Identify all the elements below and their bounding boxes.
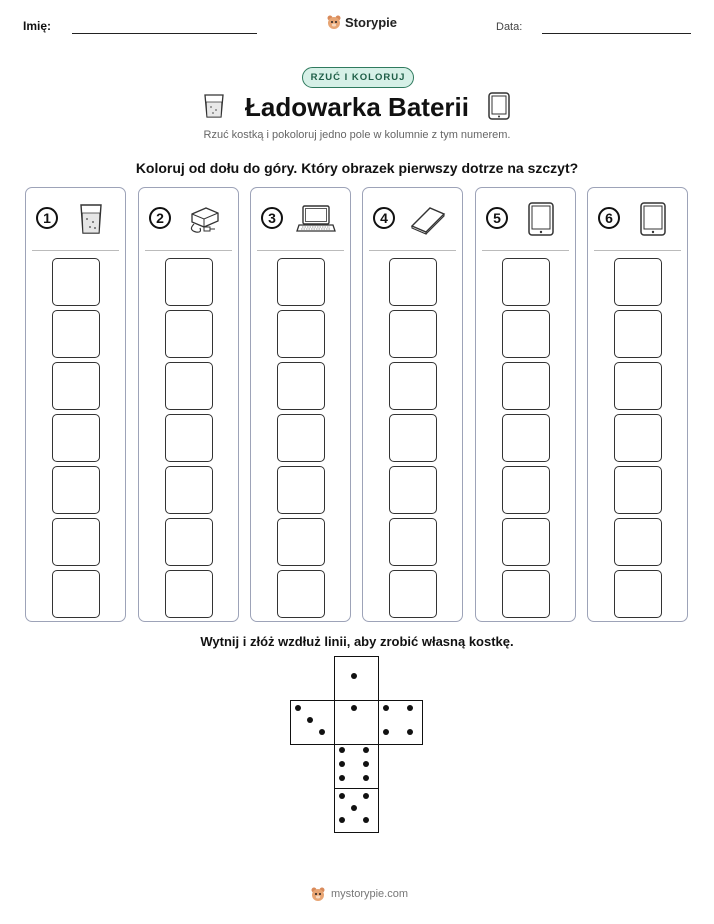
color-box[interactable] (277, 362, 325, 410)
logo-text: Storypie (345, 14, 398, 30)
color-box[interactable] (614, 310, 662, 358)
notebook-icon (408, 202, 448, 236)
subtitle: Rzuć kostką i pokoloruj jedno pole w kolumnie z tym numerem. (203, 129, 511, 141)
color-box[interactable] (277, 258, 325, 306)
color-box[interactable] (52, 570, 100, 618)
color-box[interactable] (52, 258, 100, 306)
column-divider (32, 250, 119, 251)
column-divider (257, 250, 344, 251)
die-face-3 (290, 700, 335, 745)
column-header (26, 188, 125, 250)
die-pip (363, 761, 369, 767)
color-box[interactable] (502, 414, 550, 462)
color-box[interactable] (52, 310, 100, 358)
die-face-5 (334, 788, 379, 833)
die-pip (319, 729, 325, 735)
column-6 (587, 187, 688, 622)
bear-icon (310, 886, 326, 902)
die-face-1 (334, 700, 379, 745)
die-pip (363, 775, 369, 781)
column-divider (594, 250, 681, 251)
color-box[interactable] (502, 466, 550, 514)
color-box[interactable] (389, 362, 437, 410)
footer (310, 886, 408, 902)
die-pip (307, 717, 313, 723)
color-box[interactable] (502, 570, 550, 618)
color-box[interactable] (165, 414, 213, 462)
color-box[interactable] (389, 518, 437, 566)
color-box[interactable] (52, 518, 100, 566)
die-pip (363, 793, 369, 799)
column-number: 6 (598, 207, 620, 229)
column-3 (250, 187, 351, 622)
color-box[interactable] (614, 466, 662, 514)
instruction: Koloruj od dołu do góry. Który obrazek pierwszy dotrze na szczyt? (135, 160, 579, 176)
column-header (251, 188, 350, 250)
color-box[interactable] (389, 466, 437, 514)
color-box[interactable] (165, 570, 213, 618)
activity-badge: RZUĆ I KOLORUJ (302, 67, 414, 88)
tablet-icon (521, 202, 561, 236)
column-divider (145, 250, 232, 251)
color-box[interactable] (389, 258, 437, 306)
charger-icon (184, 202, 224, 236)
color-box[interactable] (165, 258, 213, 306)
name-line[interactable] (72, 33, 257, 34)
color-box[interactable] (277, 570, 325, 618)
color-box[interactable] (165, 362, 213, 410)
die-pip (407, 705, 413, 711)
column-divider (369, 250, 456, 251)
die-pip (351, 673, 357, 679)
color-box[interactable] (502, 258, 550, 306)
die-face-6 (334, 744, 379, 789)
color-box[interactable] (165, 466, 213, 514)
die-pip (295, 705, 301, 711)
date-label: Data: (496, 21, 523, 33)
color-box[interactable] (277, 310, 325, 358)
column-number: 2 (149, 207, 171, 229)
laptop-icon (296, 202, 336, 236)
color-box[interactable] (52, 362, 100, 410)
tablet-icon (633, 202, 673, 236)
die-pip (383, 729, 389, 735)
name-label: Imię: (23, 19, 52, 33)
column-header (363, 188, 462, 250)
column-number: 5 (486, 207, 508, 229)
column-number: 4 (373, 207, 395, 229)
storypie-logo (326, 14, 397, 30)
column-header (588, 188, 687, 250)
color-box[interactable] (277, 518, 325, 566)
column-4 (362, 187, 463, 622)
color-box[interactable] (614, 414, 662, 462)
column-divider (482, 250, 569, 251)
date-line[interactable] (542, 33, 691, 34)
color-box[interactable] (614, 362, 662, 410)
die-face-4 (378, 700, 423, 745)
die-pip (407, 729, 413, 735)
glass-of-water-icon (202, 93, 226, 119)
die-pip (363, 817, 369, 823)
die-pip (339, 793, 345, 799)
color-box[interactable] (277, 414, 325, 462)
die-instruction: Wytnij i złóż wzdłuż linii, aby zrobić własną kostkę. (200, 634, 514, 649)
die-pip (383, 705, 389, 711)
column-header (139, 188, 238, 250)
color-box[interactable] (389, 310, 437, 358)
column-5 (475, 187, 576, 622)
color-box[interactable] (52, 414, 100, 462)
color-box[interactable] (165, 518, 213, 566)
color-box[interactable] (502, 362, 550, 410)
column-1 (25, 187, 126, 622)
die-pip (339, 747, 345, 753)
column-2 (138, 187, 239, 622)
color-box[interactable] (502, 310, 550, 358)
die-pip (363, 747, 369, 753)
column-number: 1 (36, 207, 58, 229)
color-box[interactable] (389, 570, 437, 618)
column-number: 3 (261, 207, 283, 229)
color-box[interactable] (52, 466, 100, 514)
die-pip (339, 761, 345, 767)
tablet-icon (488, 92, 510, 120)
color-box[interactable] (614, 570, 662, 618)
color-box[interactable] (614, 518, 662, 566)
color-box[interactable] (165, 310, 213, 358)
page-title: Ładowarka Baterii (245, 92, 469, 122)
die-pip (339, 817, 345, 823)
bear-icon (326, 14, 342, 30)
die-face-1 (334, 656, 379, 701)
color-box[interactable] (389, 414, 437, 462)
footer-url: mystorypie.com (331, 888, 409, 900)
die-pip (351, 705, 357, 711)
column-header (476, 188, 575, 250)
die-pip (351, 805, 357, 811)
color-box[interactable] (614, 258, 662, 306)
glass-of-water-icon (71, 202, 111, 236)
color-box[interactable] (502, 518, 550, 566)
die-pip (339, 775, 345, 781)
color-box[interactable] (277, 466, 325, 514)
